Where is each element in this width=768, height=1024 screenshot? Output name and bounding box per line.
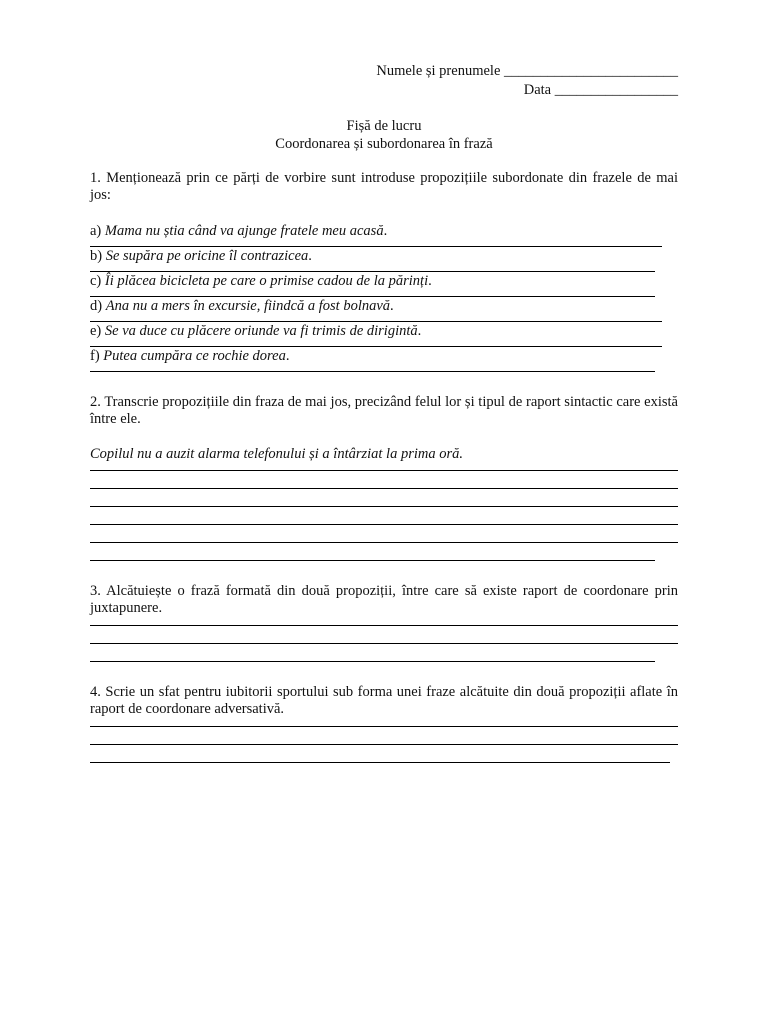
answer-line[interactable] [90, 726, 678, 727]
answer-line[interactable] [90, 744, 678, 745]
worksheet-title [90, 117, 678, 153]
answer-line[interactable] [90, 488, 678, 489]
date-field-label: Data _________________ [523, 82, 678, 98]
q1-item-d [90, 298, 678, 322]
item-sentence: Se supăra pe oricine îl contrazicea [105, 248, 309, 264]
answer-line[interactable] [90, 470, 678, 471]
item-end: . [383, 223, 388, 239]
answer-line[interactable] [90, 625, 678, 626]
question-1: 1. Menționează prin ce părți de vorbire sunt introduse propozițiile subordonate din frazele de mai jos: [90, 170, 678, 203]
title-line-2: Coordonarea și subordonarea în frază [275, 136, 493, 152]
answer-line[interactable] [90, 506, 678, 507]
answer-line[interactable] [90, 346, 662, 347]
answer-line[interactable] [90, 321, 662, 322]
q3-answer-lines [90, 625, 678, 662]
q2-sentence-text: Copilul nu a auzit alarma telefonului și a întârziat la prima oră. [90, 446, 463, 462]
item-letter: a) [90, 223, 105, 239]
answer-line[interactable] [90, 371, 655, 372]
q1-item-c [90, 273, 678, 297]
q2-sentence [90, 446, 678, 463]
item-end: . [390, 298, 394, 314]
q1-item-f [90, 348, 678, 372]
question-3: 3. Alcătuiește o frază formată din două propoziții, între care să existe raport de coordonare prin juxtapunere. [90, 583, 678, 616]
question-4: 4. Scrie un sfat pentru iubitorii sportului sub forma unei fraze alcătuite din două propoziții aflate în raport de coordonare adversativă. [90, 684, 678, 717]
answer-line[interactable] [90, 560, 655, 561]
item-end: . [417, 323, 422, 339]
item-sentence: Mama nu știa când va ajunge fratele meu acasă [104, 223, 384, 239]
item-end: . [428, 273, 432, 289]
q1-item-e [90, 323, 678, 347]
title-line-1: Fișă de lucru [346, 118, 422, 134]
answer-line[interactable] [90, 246, 662, 247]
student-header [90, 62, 678, 100]
answer-line[interactable] [90, 296, 655, 297]
question-2: 2. Transcrie propozițiile din fraza de mai jos, precizând felul lor și tipul de raport sintactic care există între ele. [90, 394, 678, 427]
item-letter: c) [90, 273, 105, 289]
answer-line[interactable] [90, 643, 678, 644]
name-field-label: Numele și prenumele ________________________ [376, 63, 678, 79]
item-letter: d) [90, 298, 106, 314]
answer-line[interactable] [90, 271, 655, 272]
item-sentence: Se va duce cu plăcere oriunde va fi trimis de dirigintă [104, 323, 418, 339]
item-end: . [285, 348, 290, 364]
item-sentence: Ana nu a mers în excursie, fiindcă a fost bolnavă [105, 298, 391, 314]
answer-line[interactable] [90, 542, 678, 543]
worksheet-page [90, 62, 678, 763]
item-sentence: Îi plăcea bicicleta pe care o primise cadou de la părinți [104, 273, 429, 289]
item-end: . [308, 248, 312, 264]
q1-item-b [90, 248, 678, 272]
q1-item-a [90, 223, 678, 247]
item-sentence: Putea cumpăra ce rochie dorea [103, 348, 286, 364]
item-letter: e) [90, 323, 105, 339]
item-letter: b) [90, 248, 106, 264]
item-letter: f) [90, 348, 104, 364]
q4-answer-lines [90, 726, 678, 763]
answer-line[interactable] [90, 524, 678, 525]
q2-answer-lines [90, 470, 678, 561]
answer-line[interactable] [90, 661, 655, 662]
answer-line[interactable] [90, 762, 670, 763]
